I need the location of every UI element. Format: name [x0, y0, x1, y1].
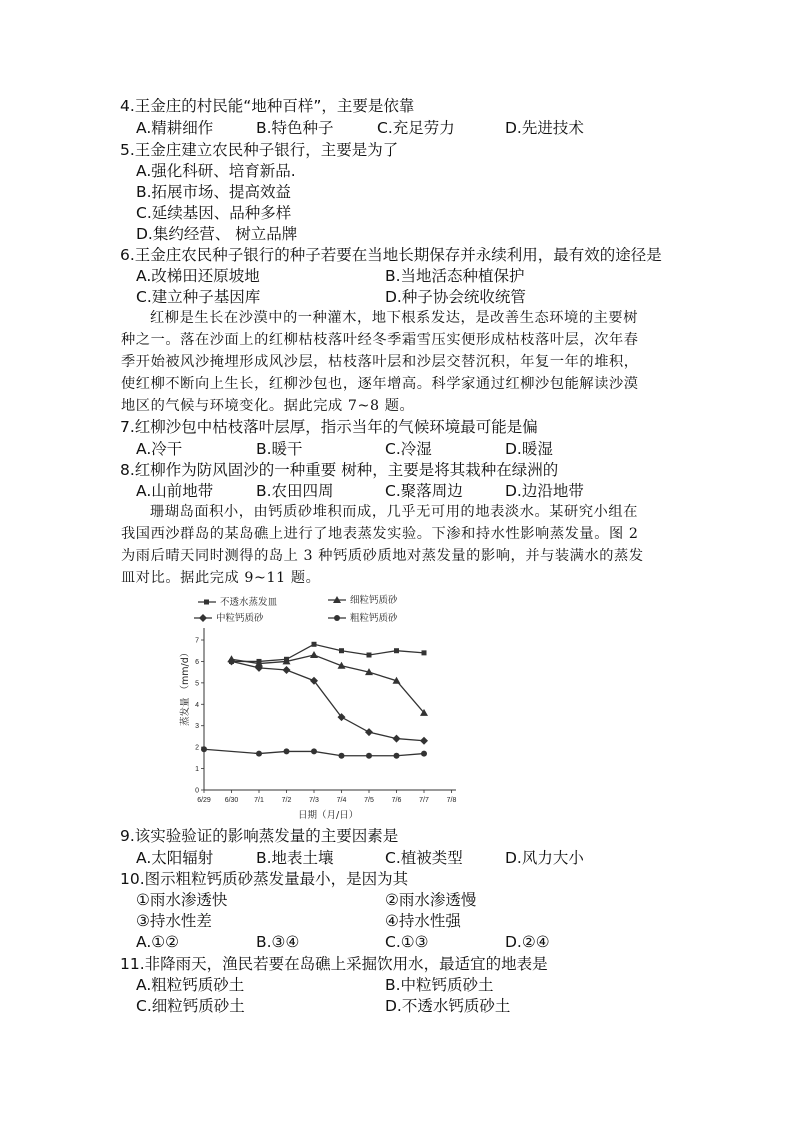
- q9-option-b: B.地表土壤: [256, 849, 334, 867]
- q7-option-c: C.冷湿: [385, 440, 432, 458]
- q6-option-c: C.建立种子基因库: [136, 288, 261, 306]
- legend-label-impermeable: 不透水蒸发皿: [220, 597, 278, 608]
- passage1-line: 地区的气候与环境变化。据此完成 7~8 题。: [121, 398, 415, 414]
- data-point-square: [339, 648, 344, 653]
- y-tick-label: 2: [195, 744, 199, 752]
- q10-item-2: ②雨水渗透慢: [385, 891, 477, 909]
- passage2-line: 我国西沙群岛的某岛礁上进行了地表蒸发实验。下渗和持水性影响蒸发量。图 2: [121, 526, 639, 542]
- q9-option-c: C.植被类型: [385, 849, 463, 867]
- data-point-diamond: [283, 666, 291, 674]
- passage1-line: 使红柳不断向上生长，红柳沙包也，逐年增高。科学家通过红柳沙包能解读沙漠: [121, 376, 639, 392]
- x-tick-label: 7/8: [446, 797, 457, 804]
- q5-stem: 5.王金庄建立农民种子银行，主要是为了: [120, 141, 399, 159]
- evaporation-chart-svg: [176, 586, 462, 824]
- data-point-diamond: [420, 737, 428, 745]
- y-tick-label: 5: [195, 680, 199, 688]
- q5-option-c: C.延续基因、品种多样: [136, 204, 292, 222]
- q7-option-d: D.暖湿: [505, 440, 553, 458]
- passage2-line: 为雨后晴天同时测得的岛上 3 种钙质砂质地对蒸发量的影响，并与装满水的蒸发: [121, 548, 644, 564]
- q10-item-4: ④持水性强: [385, 912, 461, 930]
- x-axis-label: 日期（月/日）: [298, 810, 359, 821]
- q5-option-d: D.集约经营、 树立品牌: [136, 225, 298, 243]
- x-tick-label: 6/30: [224, 797, 239, 804]
- q8-option-d: D.边沿地带: [505, 482, 584, 500]
- q8-option-a: A.山前地带: [136, 482, 214, 500]
- q4-option-c: C.充足劳力: [377, 119, 455, 137]
- legend-marker-diamond: [199, 614, 207, 622]
- q4-option-d: D.先进技术: [505, 119, 584, 137]
- q11-option-a: A.粗粒钙质砂土: [136, 976, 245, 994]
- q10-item-3: ③持水性差: [136, 912, 212, 930]
- q11-stem: 11.非降雨天，渔民若要在岛礁上采掘饮用水，最适宜的地表是: [120, 955, 548, 973]
- x-tick-label: 7/7: [419, 797, 429, 804]
- data-point-square: [367, 653, 372, 658]
- y-tick-label: 1: [195, 766, 199, 774]
- x-tick-label: 6/29: [197, 797, 211, 804]
- data-point-triangle: [310, 651, 318, 658]
- q6-option-b: B.当地活态种植保护: [385, 267, 525, 285]
- q11-option-b: B.中粒钙质砂土: [385, 976, 494, 994]
- y-tick-label: 6: [195, 658, 199, 666]
- q8-stem: 8.红柳作为防风固沙的一种重要 树种，主要是将其栽种在绿洲的: [120, 461, 559, 479]
- passage1-line: 种之一。落在沙面上的红柳枯枝落叶经冬季霜雪压实便形成枯枝落叶层，次年春: [121, 332, 639, 348]
- data-point-square: [312, 642, 317, 647]
- q10-stem: 10.图示粗粒钙质砂蒸发量最小，是因为其: [120, 870, 409, 888]
- q10-option-b: B.③④: [256, 933, 300, 951]
- x-tick-label: 7/5: [364, 797, 374, 804]
- q6-option-a: A.改梯田还原坡地: [136, 267, 260, 285]
- x-tick-label: 7/6: [391, 797, 402, 804]
- q9-stem: 9.该实验验证的影响蒸发量的主要因素是: [120, 827, 399, 845]
- data-point-diamond: [393, 735, 401, 743]
- legend-label-fine: 细粒钙质砂: [350, 595, 398, 606]
- data-point-circle: [394, 753, 400, 759]
- x-tick-label: 7/4: [336, 797, 347, 804]
- q7-stem: 7.红柳沙包中枯枝落叶层厚，指示当年的气候环境最可能是偏: [120, 418, 538, 436]
- passage1-line: 红柳是生长在沙漠中的一种灌木，地下根系发达，是改善生态环境的主要树: [150, 310, 638, 326]
- legend-label-coarse: 粗粒钙质砂: [350, 613, 398, 624]
- data-point-diamond: [228, 657, 236, 665]
- series-line-2: [232, 661, 425, 740]
- x-tick-label: 7/3: [309, 797, 319, 804]
- q11-option-c: C.细粒钙质砂土: [136, 997, 245, 1015]
- q4-option-b: B.特色种子: [256, 119, 334, 137]
- data-point-circle: [256, 751, 262, 757]
- q8-option-c: C.聚落周边: [385, 482, 463, 500]
- q8-option-b: B.农田四周: [256, 482, 334, 500]
- q6-option-d: D.种子协会统收统管: [385, 288, 526, 306]
- legend-marker-square: [204, 600, 209, 605]
- data-point-circle: [421, 751, 427, 757]
- q9-option-a: A.太阳辐射: [136, 849, 214, 867]
- q9-option-d: D.风力大小: [505, 849, 584, 867]
- x-tick-label: 7/2: [281, 797, 292, 804]
- q4-stem: 4.王金庄的村民能“地种百样”，主要是依靠: [120, 97, 415, 115]
- legend-marker-circle: [334, 615, 340, 621]
- q11-option-d: D.不透水钙质砂土: [385, 997, 511, 1015]
- q5-option-b: B.拓展市场、提高效益: [136, 183, 292, 201]
- passage1-line: 季开始被风沙掩埋形成风沙层，枯枝落叶层和沙层交替沉积，年复一年的堆积，: [121, 354, 639, 370]
- x-tick-label: 7/1: [254, 797, 264, 804]
- q10-option-c: C.①③: [385, 933, 429, 951]
- data-point-diamond: [365, 728, 373, 736]
- q7-option-a: A.冷干: [136, 440, 183, 458]
- y-axis-label: 蒸发量 （mm/d）: [180, 647, 191, 726]
- q10-item-1: ①雨水渗透快: [136, 891, 228, 909]
- q10-option-a: A.①②: [136, 933, 180, 951]
- q5-option-a: A.强化科研、培育新品.: [136, 162, 296, 180]
- chart-legend: [194, 594, 398, 624]
- y-tick-label: 0: [195, 787, 199, 795]
- legend-label-medium: 中粒钙质砂: [216, 613, 264, 624]
- data-point-circle: [311, 748, 317, 754]
- data-point-square: [422, 650, 427, 655]
- q4-option-a: A.精耕细作: [136, 119, 214, 137]
- data-point-circle: [201, 746, 207, 752]
- y-tick-label: 7: [195, 637, 199, 645]
- data-point-square: [394, 648, 399, 653]
- q7-option-b: B.暖干: [256, 440, 303, 458]
- data-point-circle: [339, 753, 345, 759]
- passage2-line: 皿对比。据此完成 9~11 题。: [121, 570, 321, 586]
- q6-stem: 6.王金庄农民种子银行的种子若要在当地长期保存并永续利用，最有效的途径是: [120, 246, 662, 264]
- data-point-circle: [366, 753, 372, 759]
- evaporation-chart: [176, 586, 462, 824]
- data-point-circle: [284, 748, 290, 754]
- q10-option-d: D.②④: [505, 933, 550, 951]
- y-tick-label: 3: [195, 723, 199, 731]
- y-tick-label: 4: [195, 701, 199, 709]
- passage2-line: 珊瑚岛面积小，由钙质砂堆积而成，几乎无可用的地表淡水。某研究小组在: [150, 504, 638, 520]
